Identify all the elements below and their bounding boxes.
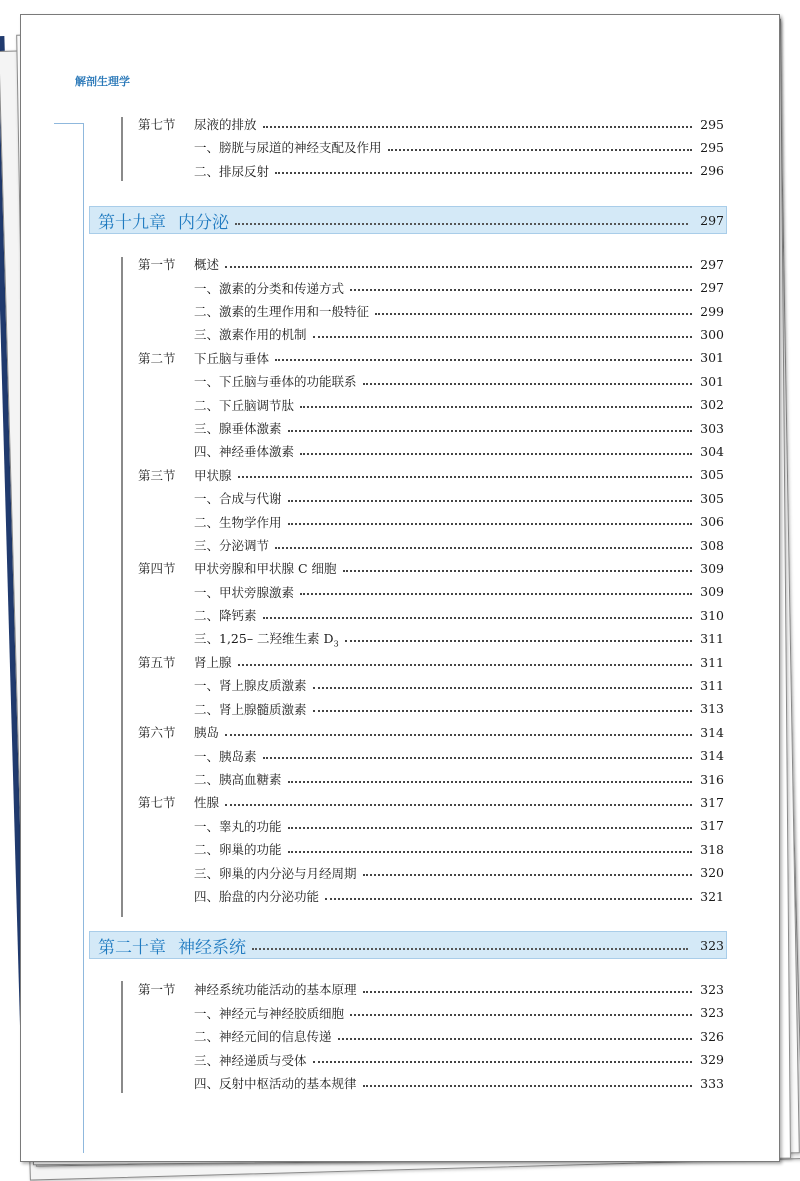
entry-title-text: 二、神经元间的信息传递: [194, 1029, 332, 1045]
leader-dots: [363, 382, 692, 385]
entry-title: [194, 396, 294, 414]
leader-dots: [235, 222, 688, 225]
page-number: 306: [700, 514, 724, 530]
chapter-heading[interactable]: [89, 931, 727, 959]
toc-subsection-entry[interactable]: [138, 1025, 724, 1047]
toc-subsection-entry[interactable]: [138, 417, 724, 439]
entry-title-text: 一、甲状旁腺激素: [194, 584, 295, 600]
toc-subsection-entry[interactable]: [138, 698, 724, 720]
entry-title-text: 二、卵巢的功能: [194, 842, 282, 858]
entry-title: [194, 466, 232, 484]
entry-title: [194, 606, 257, 624]
entry-title-text: 一、胰岛素: [194, 748, 257, 764]
leader-dots: [363, 873, 692, 876]
leader-dots: [363, 1084, 692, 1087]
entry-title: [194, 1004, 344, 1022]
toc-subsection-entry[interactable]: [138, 300, 724, 322]
leader-dots: [300, 592, 692, 595]
toc-page: [20, 14, 780, 1162]
entry-title: [194, 770, 282, 788]
page-number: 311: [700, 654, 724, 670]
leader-dots: [225, 265, 692, 268]
page-number: 326: [700, 1028, 724, 1044]
entry-title: [194, 162, 269, 180]
page-number: 316: [700, 771, 724, 787]
leader-dots: [263, 616, 692, 619]
section-label: 第四节: [138, 561, 176, 577]
section-label: 第二节: [138, 350, 176, 366]
page-number: 314: [700, 724, 724, 740]
toc-subsection-entry[interactable]: [138, 487, 724, 509]
leader-dots: [238, 475, 692, 478]
entry-title-text: 一、神经元与神经胶质细胞: [194, 1005, 345, 1021]
page-number: 323: [700, 981, 724, 997]
leader-dots: [275, 546, 692, 549]
entry-title-text: 二、排尿反射: [194, 163, 270, 179]
leader-dots: [363, 990, 692, 993]
leader-dots: [300, 452, 692, 455]
entry-title: [194, 559, 337, 577]
page-number: 302: [700, 397, 724, 413]
page-number: 304: [700, 443, 724, 459]
leader-dots: [288, 780, 692, 783]
entry-title-text: 一、睾丸的功能: [194, 818, 282, 834]
page-number: 303: [700, 420, 724, 436]
leader-dots: [325, 897, 692, 900]
entry-title-text: 胰岛: [194, 725, 220, 741]
section-label: 第三节: [138, 467, 176, 483]
entry-title: [194, 442, 294, 460]
entry-title-text: 尿液的排放: [194, 117, 257, 132]
entry-title-text: 肾上腺: [194, 655, 232, 670]
toc-subsection-entry[interactable]: [138, 674, 724, 696]
leader-dots: [263, 125, 692, 128]
entry-title-text: 二、激素的生理作用和一般特征: [194, 304, 370, 319]
leader-dots: [313, 686, 692, 689]
toc-subsection-entry[interactable]: [138, 370, 724, 392]
entry-title: [194, 255, 219, 273]
entry-title-text: 一、膀胱与尿道的神经支配及作用: [194, 140, 382, 156]
entry-title-text: 三、神经递质与受体: [194, 1052, 307, 1068]
entry-title: [194, 676, 307, 694]
page-number: 314: [700, 748, 724, 764]
entry-title: [194, 817, 282, 835]
leader-dots: [338, 1037, 692, 1040]
leader-dots: [313, 335, 692, 338]
entry-title-text: 二、下丘脑调节肽: [194, 397, 295, 413]
entry-title-text: 一、激素的分类和传递方式: [194, 280, 345, 296]
leader-dots: [225, 733, 692, 736]
entry-title: [194, 864, 357, 882]
toc-section-entry[interactable]: [138, 557, 724, 579]
section-label: 第五节: [138, 655, 176, 670]
page-number: 297: [700, 212, 724, 228]
entry-title: [194, 980, 357, 998]
entry-title-text: 下丘脑与垂体: [194, 350, 270, 366]
leader-dots: [288, 850, 692, 853]
entry-title-text: 一、合成与代谢: [194, 491, 282, 507]
leader-dots: [300, 405, 692, 408]
page-number: 313: [700, 701, 724, 717]
entry-title: [194, 349, 269, 367]
page-number: 297: [700, 280, 724, 296]
section-bar: [121, 981, 123, 1093]
toc-section-entry[interactable]: [138, 721, 724, 743]
page-number: 311: [700, 677, 724, 693]
toc-subsection-entry[interactable]: [138, 323, 724, 345]
entry-title-text: 四、神经垂体激素: [194, 444, 295, 460]
entry-title-text: 三、分泌调节: [194, 538, 270, 553]
page-number: 295: [700, 139, 724, 155]
section-bar: [121, 117, 123, 181]
page-number: 317: [700, 818, 724, 834]
entry-title: [194, 723, 219, 741]
entry-title-text: 二、胰高血糖素: [194, 772, 282, 787]
entry-title: [194, 138, 382, 156]
section-label: 第六节: [138, 725, 176, 741]
page-number: 320: [700, 865, 724, 881]
entry-title-text: 三、卵巢的内分泌与月经周期: [194, 865, 357, 881]
leader-dots: [225, 803, 692, 806]
toc-subsection-entry[interactable]: [138, 440, 724, 462]
page-number: 301: [700, 350, 724, 366]
entry-title-text: 四、胎盘的内分泌功能: [194, 889, 320, 904]
leader-dots: [350, 1013, 692, 1016]
entry-title: [194, 489, 282, 507]
entry-title-text: 一、肾上腺皮质激素: [194, 678, 307, 694]
toc-section-entry[interactable]: [138, 113, 724, 135]
toc-subsection-entry[interactable]: [138, 1002, 724, 1024]
leader-dots: [288, 826, 692, 829]
leader-dots: [350, 288, 692, 291]
margin-rule: [83, 123, 84, 1153]
entry-title-text: 甲状旁腺和甲状腺 C 细胞: [194, 561, 337, 577]
page-number: 310: [700, 607, 724, 623]
toc-subsection-entry[interactable]: [138, 160, 724, 182]
leader-dots: [275, 358, 692, 361]
page-number: 329: [700, 1052, 724, 1068]
toc-subsection-entry[interactable]: [138, 768, 724, 790]
toc-subsection-entry[interactable]: [138, 628, 724, 650]
entry-title-text: 二、肾上腺髓质激素: [194, 701, 307, 717]
leader-dots: [313, 709, 692, 712]
entry-title: [194, 840, 282, 858]
entry-title-text: 三、激素作用的机制: [194, 327, 307, 343]
toc-subsection-entry[interactable]: [138, 534, 724, 556]
entry-title-text: 概述: [194, 257, 220, 273]
toc-subsection-entry[interactable]: [138, 885, 724, 907]
running-header: 解剖生理学: [75, 75, 130, 88]
section-label: 第一节: [138, 257, 176, 273]
page-number: 308: [700, 537, 724, 553]
section-label: 第七节: [138, 795, 176, 811]
leader-dots: [288, 522, 692, 525]
chapter-number: 第二十章: [98, 937, 166, 958]
toc-section-entry[interactable]: [138, 464, 724, 486]
entry-title: [194, 700, 307, 718]
page-number: 309: [700, 584, 724, 600]
toc-subsection-entry[interactable]: [138, 862, 724, 884]
toc-subsection-entry[interactable]: [138, 394, 724, 416]
entry-title: [194, 747, 257, 765]
page-number: 318: [700, 841, 724, 857]
toc-section-entry[interactable]: [138, 347, 724, 369]
leader-dots: [275, 171, 692, 174]
entry-title: [194, 513, 282, 531]
entry-title-text: 三、1,25– 二羟维生素 D: [194, 630, 334, 646]
page-number: 323: [700, 937, 724, 953]
page-number: 297: [700, 256, 724, 272]
entry-title: [194, 419, 282, 437]
entry-title-text: 甲状腺: [194, 467, 232, 483]
page-number: 317: [700, 794, 724, 810]
subscript: 3: [333, 639, 339, 649]
entry-title-text: 性腺: [194, 795, 220, 811]
leader-dots: [288, 429, 692, 432]
leader-dots: [388, 148, 692, 151]
page-number: 311: [700, 631, 724, 647]
toc-subsection-entry[interactable]: [138, 815, 724, 837]
entry-title: [194, 1027, 332, 1045]
leader-dots: [238, 663, 692, 666]
entry-title-text: 二、降钙素: [194, 608, 257, 624]
chapter-title: 神经系统: [178, 937, 246, 958]
toc-subsection-entry[interactable]: [138, 1072, 724, 1094]
entry-title-text: 神经系统功能活动的基本原理: [194, 982, 357, 998]
toc-subsection-entry[interactable]: [138, 1049, 724, 1071]
entry-title: [194, 372, 357, 390]
leader-dots: [288, 499, 692, 502]
toc-section-entry[interactable]: [138, 978, 724, 1000]
chapter-number: 第十九章: [98, 212, 166, 233]
entry-title: [194, 536, 269, 554]
leader-dots: [345, 639, 692, 642]
entry-title-text: 四、反射中枢活动的基本规律: [194, 1076, 357, 1091]
page-number: 296: [700, 163, 724, 179]
section-bar: [121, 257, 123, 917]
toc-subsection-entry[interactable]: [138, 838, 724, 860]
toc-subsection-entry[interactable]: [138, 277, 724, 299]
entry-title: [194, 1074, 357, 1092]
entry-title-text: 三、腺垂体激素: [194, 421, 282, 436]
entry-title-text: 一、下丘脑与垂体的功能联系: [194, 374, 357, 390]
page-number: 299: [700, 303, 724, 319]
entry-title-text: 二、生物学作用: [194, 514, 282, 530]
entry-title: [194, 302, 369, 320]
page-number: 295: [700, 116, 724, 132]
entry-title: [194, 115, 257, 133]
entry-title: [194, 653, 232, 671]
entry-title: [194, 629, 339, 649]
toc-subsection-entry[interactable]: [138, 581, 724, 603]
leader-dots: [375, 312, 692, 315]
page-number: 305: [700, 490, 724, 506]
page-number: 305: [700, 467, 724, 483]
page-number: 301: [700, 373, 724, 389]
toc-section-entry[interactable]: [138, 253, 724, 275]
page-number: 321: [700, 888, 724, 904]
chapter-title: 内分泌: [178, 212, 229, 233]
section-label: 第七节: [138, 117, 176, 132]
leader-dots: [263, 756, 692, 759]
section-label: 第一节: [138, 982, 176, 998]
margin-rule: [54, 123, 84, 124]
leader-dots: [252, 947, 688, 950]
page-number: 300: [700, 326, 724, 342]
entry-title: [194, 325, 307, 343]
toc-section-entry[interactable]: [138, 651, 724, 673]
entry-title: [194, 887, 319, 905]
toc-subsection-entry[interactable]: [138, 136, 724, 158]
entry-title: [194, 279, 344, 297]
leader-dots: [343, 569, 692, 572]
page-number: 333: [700, 1075, 724, 1091]
page-number: 309: [700, 560, 724, 576]
entry-title: [194, 793, 219, 811]
entry-title: [194, 583, 294, 601]
chapter-heading[interactable]: [89, 206, 727, 234]
toc-subsection-entry[interactable]: [138, 745, 724, 767]
leader-dots: [313, 1060, 692, 1063]
toc-section-entry[interactable]: [138, 791, 724, 813]
entry-title: [194, 1051, 307, 1069]
page-number: 323: [700, 1005, 724, 1021]
toc-subsection-entry[interactable]: [138, 604, 724, 626]
toc-subsection-entry[interactable]: [138, 511, 724, 533]
